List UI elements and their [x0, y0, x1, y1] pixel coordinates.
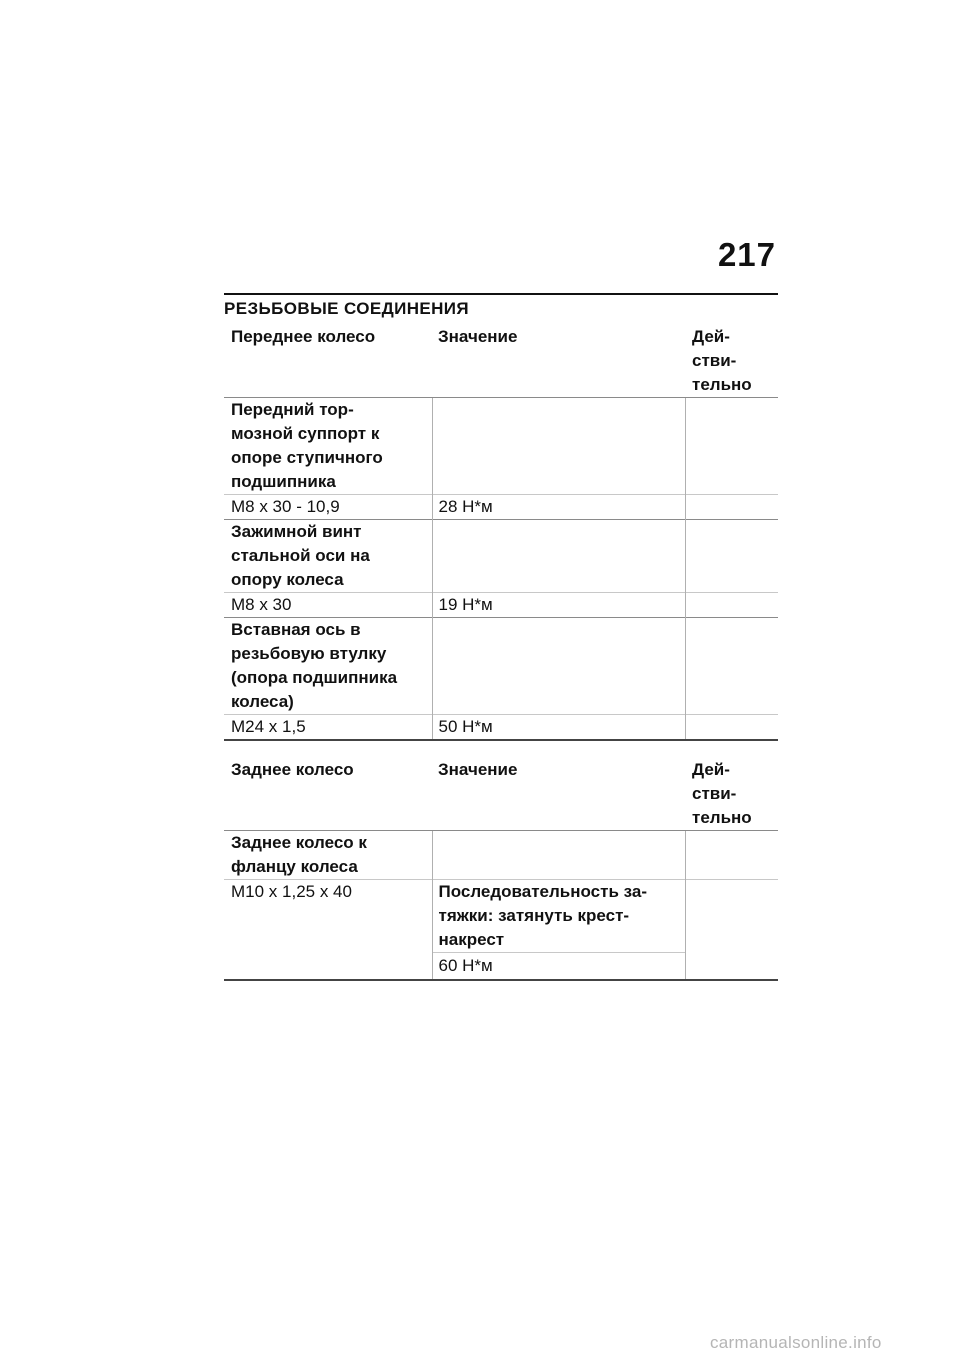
front-table-header — [224, 325, 778, 398]
actual-value-cell — [685, 715, 778, 741]
actual-value-cell — [685, 593, 778, 618]
section-title: РЕЗЬБОВЫЕ СОЕДИНЕНИЯ — [224, 299, 470, 318]
page-number: 217 — [717, 236, 776, 273]
tightening-sequence-note: Последовательность за- тяжки: затянуть крест- накрест — [432, 880, 685, 953]
component-description: Зажимной винт стальной оси на опору колеса — [224, 520, 432, 593]
table-row — [224, 618, 778, 715]
table-row — [224, 520, 778, 593]
thread-spec: M8 x 30 - 10,9 — [224, 495, 432, 520]
actual-value-cell — [685, 880, 778, 981]
table-row — [224, 831, 778, 880]
table-row — [224, 398, 778, 495]
front-header-value: Значение — [438, 327, 518, 346]
table-row — [224, 715, 778, 741]
thread-spec: M24 x 1,5 — [224, 715, 432, 741]
torque-value: 19 Н*м — [432, 593, 685, 618]
rear-table-header — [224, 758, 778, 831]
component-description: Вставная ось в резьбовую втулку (опора подшипника колеса) — [224, 618, 432, 715]
torque-value: 60 Н*м — [432, 953, 685, 981]
rear-header-actual: Дей- стви- тельно — [692, 760, 752, 827]
thread-spec: M10 x 1,25 x 40 — [224, 880, 432, 953]
actual-value-cell — [685, 495, 778, 520]
rear-header-component: Заднее колесо — [231, 760, 354, 779]
component-description: Заднее колесо к фланцу колеса — [224, 831, 432, 880]
title-rule — [224, 293, 778, 295]
table-row — [224, 593, 778, 618]
rear-wheel-table — [224, 758, 778, 981]
thread-spec: M8 x 30 — [224, 593, 432, 618]
table-row — [224, 495, 778, 520]
component-description: Передний тор- мозной суппорт к опоре ступичного подшипника — [224, 398, 432, 495]
rear-header-value: Значение — [438, 760, 518, 779]
table-row — [224, 880, 778, 953]
front-header-component: Переднее колесо — [231, 327, 376, 346]
torque-value: 50 Н*м — [432, 715, 685, 741]
watermark: carmanualsonline.info — [710, 1333, 882, 1352]
torque-value: 28 Н*м — [432, 495, 685, 520]
front-wheel-table — [224, 325, 778, 741]
front-header-actual: Дей- стви- тельно — [692, 327, 752, 394]
